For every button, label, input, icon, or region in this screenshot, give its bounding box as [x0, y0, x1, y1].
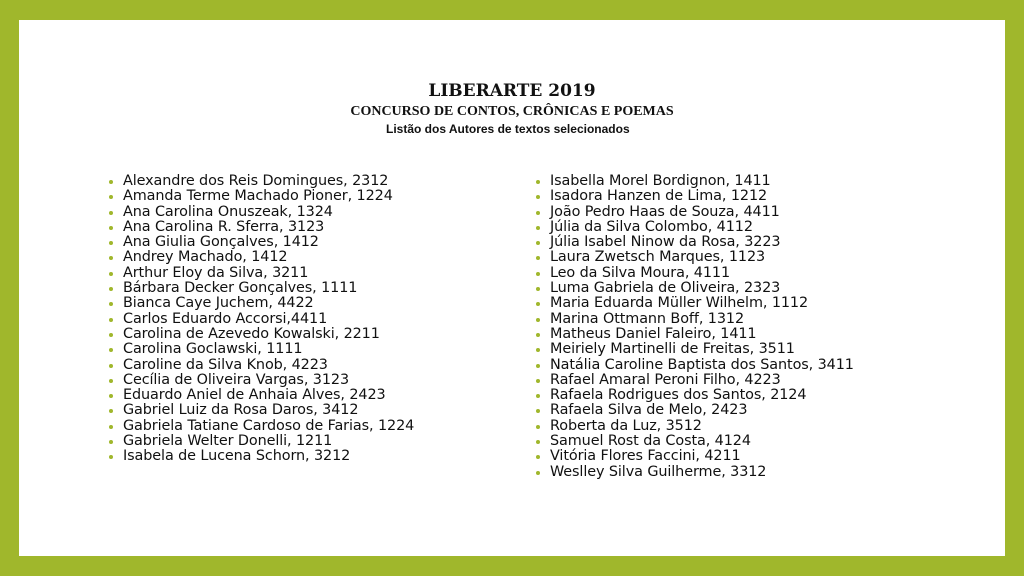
author-list-item: Isabela de Lucena Schorn, 3212: [109, 449, 414, 464]
author-list-item: Eduardo Aniel de Anhaia Alves, 2423: [109, 388, 414, 403]
page-subtitle: CONCURSO DE CONTOS, CRÔNICAS E POEMAS: [350, 104, 674, 119]
authors-list-right: [536, 174, 854, 480]
author-list-item: Gabriela Tatiane Cardoso de Farias, 1224: [109, 419, 414, 434]
author-list-item: Rafaela Silva de Melo, 2423: [536, 403, 854, 418]
author-list-item: Carolina Goclawski, 1111: [109, 342, 414, 357]
author-list-item: Luma Gabriela de Oliveira, 2323: [536, 281, 854, 296]
author-list-item: Caroline da Silva Knob, 4223: [109, 358, 414, 373]
author-list-item: Ana Carolina R. Sferra, 3123: [109, 220, 414, 235]
author-list-item: Carolina de Azevedo Kowalski, 2211: [109, 327, 414, 342]
author-list-item: Rafael Amaral Peroni Filho, 4223: [536, 373, 854, 388]
author-list-item: Rafaela Rodrigues dos Santos, 2124: [536, 388, 854, 403]
authors-list-left: [109, 174, 414, 465]
author-list-item: Bianca Caye Juchem, 4422: [109, 296, 414, 311]
page-title: LIBERARTE 2019: [428, 81, 596, 101]
author-list-item: Andrey Machado, 1412: [109, 250, 414, 265]
author-list-item: Júlia Isabel Ninow da Rosa, 3223: [536, 235, 854, 250]
list-caption: Listão dos Autores de textos selecionados: [386, 122, 630, 136]
author-list-item: Bárbara Decker Gonçalves, 1111: [109, 281, 414, 296]
author-list-item: Amanda Terme Machado Pioner, 1224: [109, 189, 414, 204]
author-list-item: João Pedro Haas de Souza, 4411: [536, 205, 854, 220]
author-list-item: Leo da Silva Moura, 4111: [536, 266, 854, 281]
author-list-item: Laura Zwetsch Marques, 1123: [536, 250, 854, 265]
author-list-item: Ana Giulia Gonçalves, 1412: [109, 235, 414, 250]
author-list-item: Gabriela Welter Donelli, 1211: [109, 434, 414, 449]
slide: [19, 20, 1005, 556]
author-list-item: Samuel Rost da Costa, 4124: [536, 434, 854, 449]
author-list-item: Isadora Hanzen de Lima, 1212: [536, 189, 854, 204]
author-list-item: Natália Caroline Baptista dos Santos, 3411: [536, 358, 854, 373]
author-list-item: Ana Carolina Onuszeak, 1324: [109, 205, 414, 220]
author-list-item: Júlia da Silva Colombo, 4112: [536, 220, 854, 235]
author-list-item: Vitória Flores Faccini, 4211: [536, 449, 854, 464]
author-list-item: Matheus Daniel Faleiro, 1411: [536, 327, 854, 342]
author-list-item: Maria Eduarda Müller Wilhelm, 1112: [536, 296, 854, 311]
author-list-item: Roberta da Luz, 3512: [536, 419, 854, 434]
author-list-item: Carlos Eduardo Accorsi,4411: [109, 312, 414, 327]
author-list-item: Gabriel Luiz da Rosa Daros, 3412: [109, 403, 414, 418]
author-list-item: Meiriely Martinelli de Freitas, 3511: [536, 342, 854, 357]
author-list-item: Alexandre dos Reis Domingues, 2312: [109, 174, 414, 189]
author-list-item: Isabella Morel Bordignon, 1411: [536, 174, 854, 189]
author-list-item: Marina Ottmann Boff, 1312: [536, 312, 854, 327]
author-list-item: Cecília de Oliveira Vargas, 3123: [109, 373, 414, 388]
author-list-item: Arthur Eloy da Silva, 3211: [109, 266, 414, 281]
author-list-item: Weslley Silva Guilherme, 3312: [536, 465, 854, 480]
